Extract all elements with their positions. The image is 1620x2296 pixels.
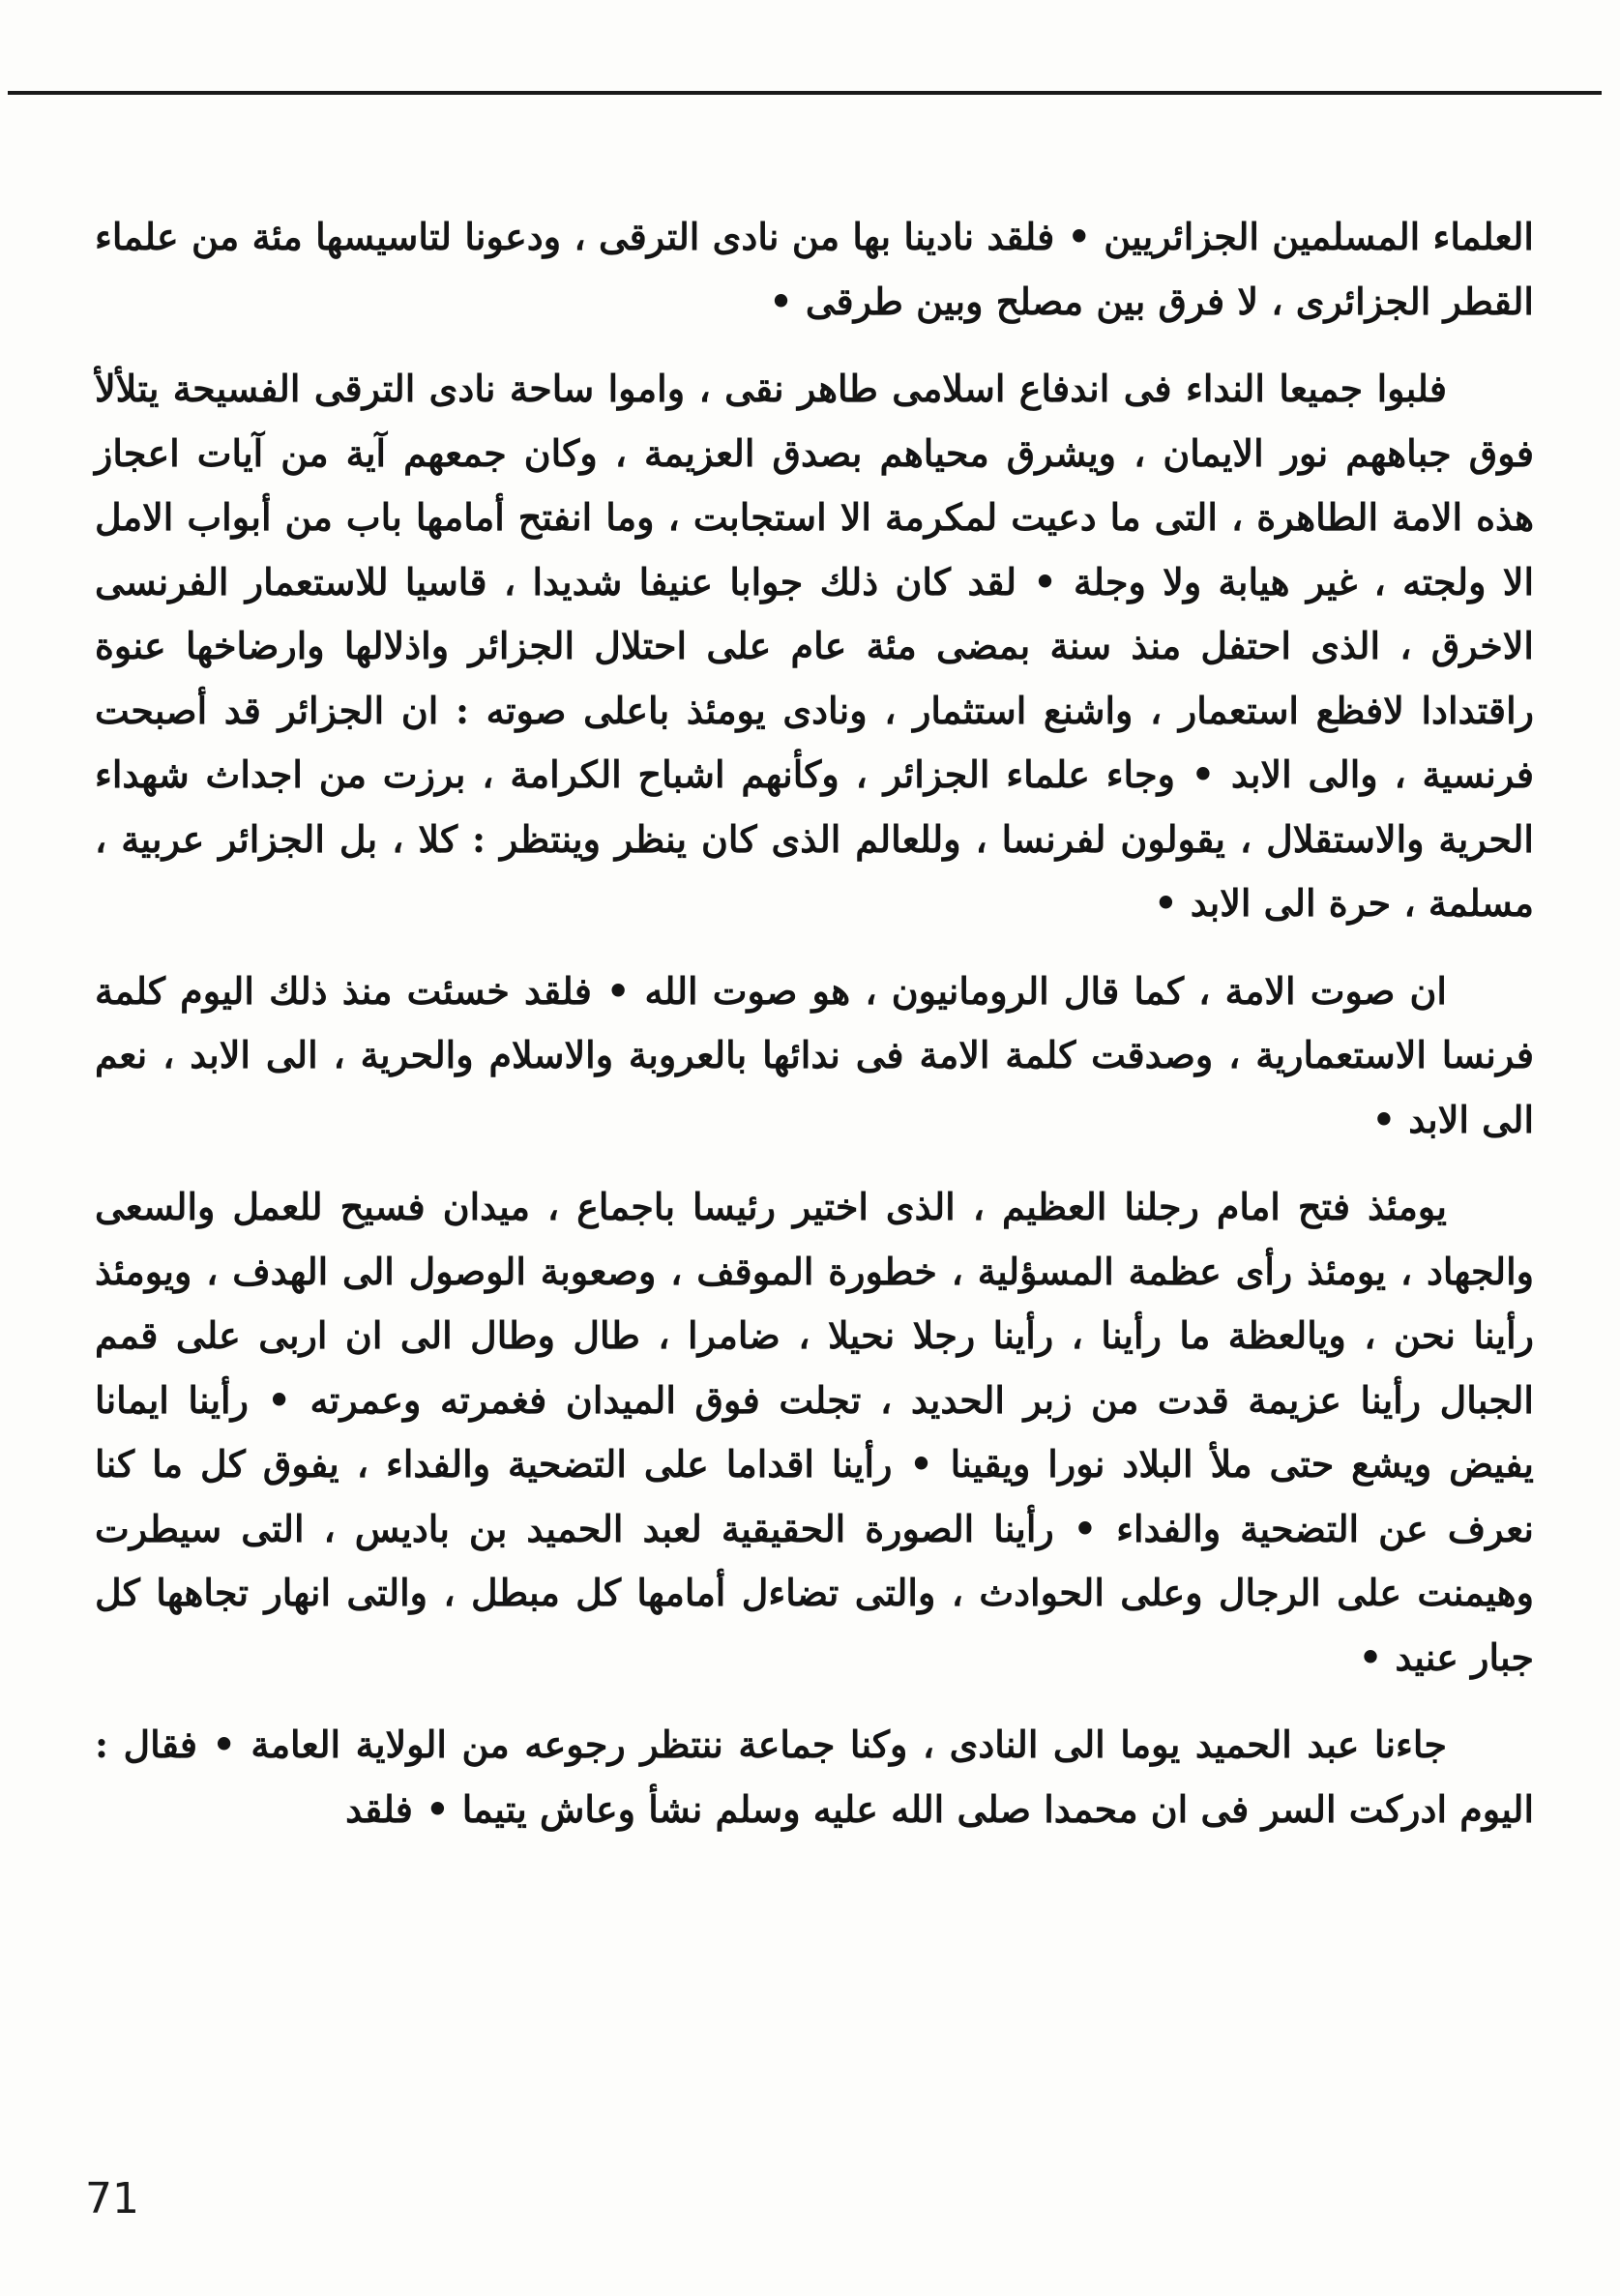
paragraph-4: يومئذ فتح امام رجلنا العظيم ، الذى اختير رئيسا باجماع ، ميدان فسيح للعمل والسعى والجهاد ، يومئذ رأى عظمة المسؤلية ، خطورة الموقف ، وصعوبة الوصول الى الهدف ، ويومئذ رأينا نحن ، ويالعظة ما رأينا ، رأينا رجلا نحيلا ، ضامرا ، طال وطال الى ان اربى على قمم الجبال رأينا عزيمة قدت من زبر الحديد ، تجلت فوق الميدان فغمرته وعمرته • رأينا ايمانا يفيض ويشع حتى ملأ البلاد نورا ويقينا • رأينا اقداما على التضحية والفداء ، يفوق كل ما كنا نعرف عن التضحية والفداء • رأينا الصورة الحقيقية لعبد الحميد بن باديس ، التى سيطرت وهيمنت على الرجال وعلى الحوادث ، والتى تضاءل أمامها كل مبطل ، والتى انهار تجاهها كل جبار عنيد • — [95, 1185, 1534, 1679]
paragraph-gap — [95, 936, 1534, 959]
paragraph-2: فلبوا جميعا النداء فى اندفاع اسلامى طاهر نقى ، واموا ساحة نادى الترقى الفسيحة يتلألأ فوق جباههم نور الايمان ، ويشرق محياهم بصدق العزيمة ، وكان جمعهم آية من آيات اعجاز هذه الامة الطاهرة ، التى ما دعيت لمكرمة الا استجابت ، وما انفتح أمامها باب من أبواب الامل الا ولجته ، غير هيابة ولا وجلة • لقد كان ذلك جوابا عنيفا شديدا ، قاسيا للاستعمار الفرنسى الاخرق ، الذى احتفل منذ سنة بمضى مئة عام على احتلال الجزائر واذلالها وارضاخها عنوة راقتدادا لافظع استعمار ، واشنع استثمار ، ونادى يومئذ باعلى صوته : ان الجزائر قد أصبحت فرنسية ، والى الابد • وجاء علماء الجزائر ، وكأنهم اشباح الكرامة ، برزت من اجداث شهداء الحرية والاستقلال ، يقولون لفرنسا ، وللعالم الذى كان ينظر وينتظر : كلا ، بل الجزائر عربية ، مسلمة ، حرة الى الابد • — [95, 367, 1535, 925]
paragraph-gap — [95, 334, 1534, 357]
paragraph-gap — [95, 1152, 1534, 1175]
paragraph-1: العلماء المسلمين الجزائريين • فلقد نادينا بها من نادى الترقى ، ودعونا لتاسيسها مئة من علماء القطر الجزائرى ، لا فرق بين مصلح وبين طرقى • — [95, 215, 1534, 323]
page-number: 71 — [85, 2174, 139, 2223]
header-rule — [8, 91, 1602, 95]
body-text — [95, 205, 1534, 1841]
paragraph-3: ان صوت الامة ، كما قال الرومانيون ، هو صوت الله • فلقد خسئت منذ ذلك اليوم كلمة فرنسا الاستعمارية ، وصدقت كلمة الامة فى ندائها بالعروبة والاسلام والحرية ، الى الابد ، نعم الى الابد • — [95, 968, 1534, 1141]
paragraph-gap — [95, 1690, 1534, 1713]
paragraph-5: جاءنا عبد الحميد يوما الى النادى ، وكنا جماعة ننتظر رجوعه من الولاية العامة • فقال : اليوم ادركت السر فى ان محمدا صلى الله عليه وسلم نشأ وعاش يتيما • فلقد — [95, 1722, 1534, 1831]
